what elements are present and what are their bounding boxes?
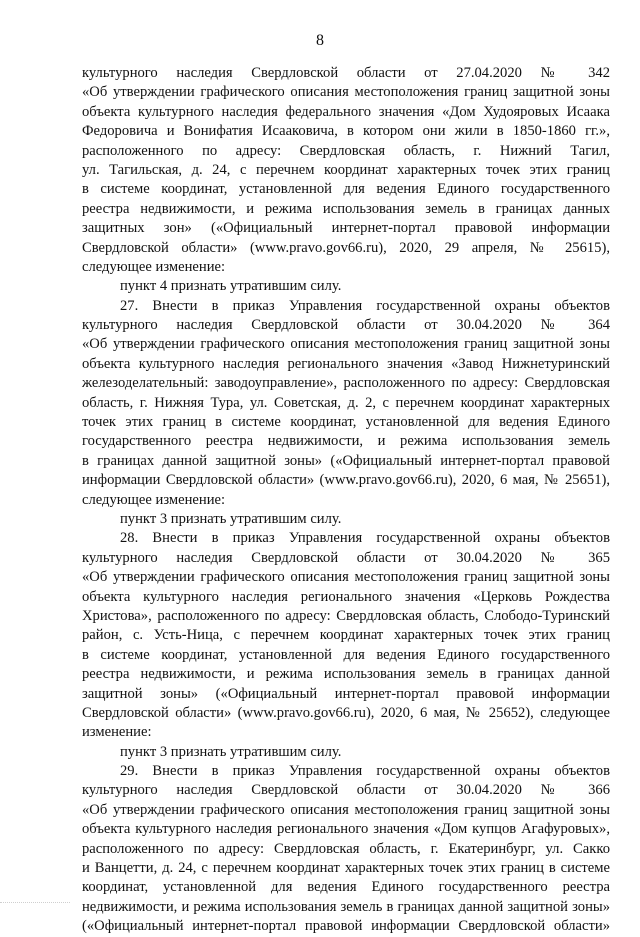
text-line: культурного наследия Свердловской области от 27.04.2020 № 342 [82, 65, 610, 81]
text-line: следующее изменение: [82, 258, 226, 275]
text-line: объекта культурного наследия регионального значения «Завод Нижнетуринский [82, 355, 610, 372]
text-line: 27. Внести в приказ Управления государственной охраны объектов [120, 297, 610, 314]
text-line: расположенного по адресу: Свердловская область, г. Екатеринбург, ул. Сакко [82, 840, 610, 857]
text-line: («Официальный интернет-портал правовой информации Свердловской области» [82, 918, 610, 935]
text-line: пункт 3 признать утратившим силу. [120, 510, 342, 527]
text-line: «Об утверждении графического описания местоположения границ защитной зоны [82, 84, 610, 101]
text-line: информации Свердловской области» (www.pravo.gov66.ru), 2020, 6 мая, № 25651), [82, 472, 610, 489]
text-line: «Об утверждении графического описания местоположения границ защитной зоны [82, 336, 610, 353]
scan-artifact [0, 896, 70, 903]
text-line: Федоровича и Вонифатия Исааковича, в котором они жили в 1850-1860 гг.», [82, 123, 610, 140]
text-line: и Ванцетти, д. 24, с перечнем координат характерных точек этих границ в системе [82, 860, 610, 877]
text-line: защитной зоны» («Официальный интернет-портал правовой информации [82, 685, 610, 702]
text-line: в системе координат, установленной для ведения Единого государственного [82, 181, 610, 198]
text-line: координат, установленной для ведения Единого государственного реестра [82, 879, 610, 896]
text-line: следующее изменение: [82, 491, 226, 508]
text-line: ул. Тагильская, д. 24, с перечнем координат характерных точек этих границ [82, 161, 610, 178]
text-line: реестра недвижимости, и режима использования земель в границах данных [82, 200, 610, 217]
text-line: пункт 3 признать утратившим силу. [120, 743, 342, 760]
text-line: объекта культурного наследия регионального значения «Церковь Рождества [82, 588, 610, 605]
text-line: расположенного по адресу: Свердловская область, г. Нижний Тагил, [82, 142, 610, 159]
text-line: железоделательный: заводоуправление», расположенного по адресу: Свердловская [82, 375, 610, 392]
text-line: недвижимости, и режима использования земель в границах данной защитной зоны» [82, 898, 610, 915]
text-line: Свердловской области» (www.pravo.gov66.ru), 2020, 29 апреля, № 25615), [82, 239, 610, 256]
text-line: точек этих границ в системе координат, установленной для ведения Единого [82, 414, 610, 431]
text-line: область, г. Нижняя Тура, ул. Советская, д. 2, с перечнем координат характерных [82, 394, 610, 411]
text-line: культурного наследия Свердловской области от 30.04.2020 № 365 [82, 549, 610, 566]
text-line: 28. Внести в приказ Управления государственной охраны объектов [120, 530, 610, 547]
text-line: в границах данной защитной зоны» («Официальный интернет-портал правовой [82, 452, 610, 469]
page-number: 8 [316, 32, 324, 49]
text-line: культурного наследия Свердловской области от 30.04.2020 № 366 [82, 782, 610, 799]
text-line: Христова», расположенного по адресу: Свердловская область, Слободо-Туринский [82, 607, 610, 624]
text-line: защитных зон» («Официальный интернет-портал правовой информации [82, 220, 610, 237]
text-line: государственного реестра недвижимости, и режима использования земель [82, 433, 610, 450]
text-line: «Об утверждении графического описания местоположения границ защитной зоны [82, 801, 610, 818]
text-line: реестра недвижимости, и режима использования земель в границах данной [82, 666, 610, 683]
text-line: объекта культурного наследия регионального значения «Дом купцов Агафуровых», [82, 821, 610, 838]
text-line: изменение: [82, 724, 152, 741]
text-line: район, с. Усть-Ница, с перечнем координат характерных точек этих границ [82, 627, 610, 644]
text-line: 29. Внести в приказ Управления государственной охраны объектов [120, 763, 610, 780]
text-line: «Об утверждении графического описания местоположения границ защитной зоны [82, 569, 610, 586]
text-line: культурного наследия Свердловской области от 30.04.2020 № 364 [82, 317, 610, 334]
text-line: объекта культурного наследия федерального значения «Дом Худояровых Исаака [82, 103, 610, 120]
text-line: Свердловской области» (www.pravo.gov66.ru), 2020, 6 мая, № 25652), следующее [82, 704, 610, 721]
text-line: пункт 4 признать утратившим силу. [120, 278, 342, 295]
text-line: в системе координат, установленной для ведения Единого государственного [82, 646, 610, 663]
body-text [82, 64, 610, 937]
